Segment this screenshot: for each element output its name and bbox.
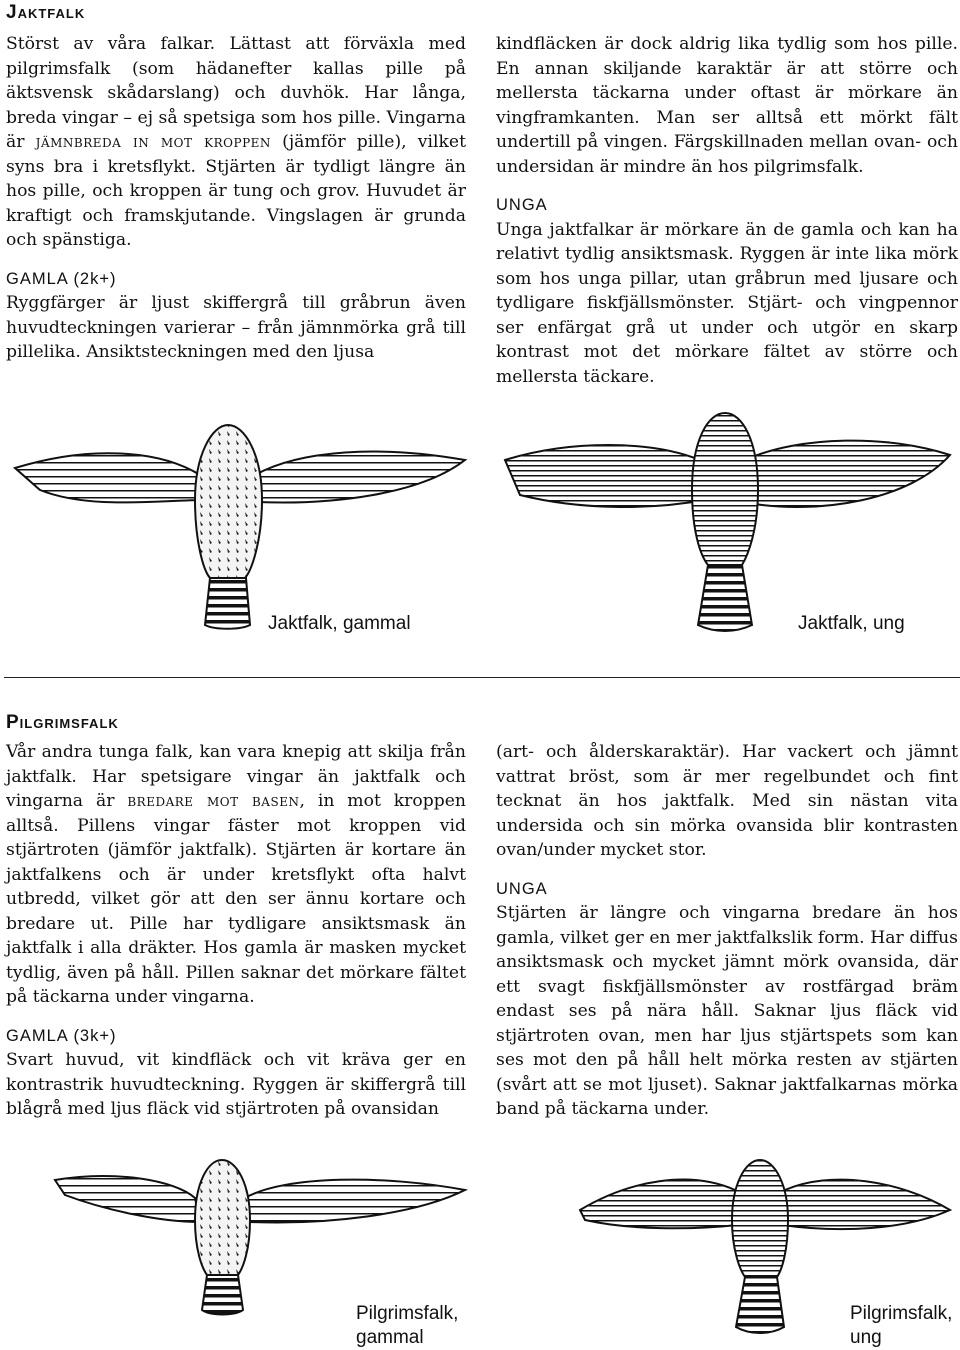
- jaktfalk-title: Jaktfalk: [6, 2, 86, 23]
- pilgrimsfalk-young-heading: UNGA: [496, 879, 548, 898]
- body: [195, 1160, 250, 1275]
- jaktfalk-old-heading: GAMLA (2k+): [6, 269, 117, 288]
- caption-jaktfalk-young: Jaktfalk, ung: [798, 613, 905, 634]
- jaktfalk-old-text-cont: kindfläcken är dock aldrig lika tydlig som hos pille. En annan skiljande karaktär är att större och mellersta täckarna under oftast är mörkare än vingframkanten. Man ser alltså ett mörkt fält undertill på vingen. Färgskillnaden mellan ovan- och undersidan är mindre än hos pilgrimsfalk.: [496, 34, 958, 177]
- caption-pilgrimsfalk-young: Pilgrimsfalk, ung: [850, 1303, 953, 1348]
- caption-jaktfalk-old: Jaktfalk, gammal: [268, 613, 411, 634]
- tail: [698, 565, 752, 631]
- jaktfalk-old-illustration: [0, 420, 480, 640]
- pilgrimsfalk-column-1: [6, 740, 466, 1122]
- pilgrimsfalk-young-text: Stjärten är längre och vingarna bredare än hos gamla, vilket ger en mer jaktfalkslik form. Har diffus ansiktsmask och mycket jämnt mörk ovansida, där ett svagt fiskfjällsmönster av rostfärgad bräm endast ses på nära håll. Saknar ljus fläck vid stjärtroten ovan, men har ljus stjärtspets som kan ses mot den på håll helt mörka resten av stjärten (svårt att se mot ljuset). Saknar jaktfalkarnas mörka band på täckarna under.: [496, 903, 958, 1119]
- pilgrimsfalk-old-text-cont: (art- och ålderskaraktär). Har vackert och jämnt vattrat bröst, som är mer regelbundet och fint tecknat än hos jaktfalk. Med sin nästan vita undersida och sin mörka ovansida blir kontrasten ovan/under mycket stor.: [496, 742, 958, 860]
- left-wing: [580, 1180, 738, 1229]
- left-wing: [55, 1176, 200, 1222]
- caption-pilgrimsfalk-old: Pilgrimsfalk, gammal: [356, 1303, 459, 1348]
- jaktfalk-column-1: [6, 32, 466, 365]
- tail: [736, 1277, 784, 1333]
- jaktfalk-young-text: Unga jaktfalkar är mörkare än de gamla och kan ha relativt tydlig ansiktsmask. Ryggen är inte lika mörk som hos unga pillar, utan gråbrun med ljusare och tydligare fiskfjällsmönster. Stjärt- och vingpennor ser enfärgat grå ut under och utgör en skarp kontrast mot det mörkare fältet av större och mellersta täckare.: [496, 219, 958, 387]
- emphasis-text: jämnbreda in mot kroppen: [35, 132, 271, 152]
- body: [692, 413, 758, 565]
- pilgrimsfalk-title: Pilgrimsfalk: [6, 712, 119, 733]
- right-wing: [255, 452, 465, 503]
- tail: [205, 578, 250, 629]
- jaktfalk-intro: Störst av våra falkar. Lättast att förväxla med pilgrimsfalk (som hädanefter kallas pille på äktsvensk skådarslang) och duvhök. Har långa, breda vingar – ej så spetsiga som hos pille. Vingarna är jämnbreda in mot kroppen (jämför pille), vilket syns bra i kretsflykt. Stjärten är tydligt längre än hos pille, och kroppen är tung och grov. Huvudet är kraftigt och framskjutande. Vingslagen är grunda och spänstiga.: [6, 34, 466, 250]
- body: [732, 1160, 788, 1277]
- jaktfalk-column-2: [496, 32, 958, 389]
- jaktfalk-young-illustration: [490, 405, 960, 635]
- pilgrimsfalk-column-2: [496, 740, 958, 1122]
- jaktfalk-young-heading: UNGA: [496, 196, 548, 214]
- left-wing: [15, 453, 205, 502]
- pilgrimsfalk-old-heading: GAMLA (3k+): [6, 1026, 117, 1045]
- section-divider: [4, 677, 960, 678]
- emphasis-text: bredare mot basen: [127, 791, 300, 811]
- pilgrimsfalk-intro: Vår andra tunga falk, kan vara knepig att skilja från jaktfalk. Har spetsigare vingar än jaktfalk och vingarna är bredare mot basen, in mot kroppen alltså. Pillens vingar fäster mot kroppen vid stjärtroten (jämför jaktfalk). Stjärten är kortare än jaktfalkens och är under kretsflykt ofta halvt utbredd, vilket gör att den ser ännu kortare och bredare ut. Pille har tydligare ansiktsmask än jaktfalk i alla dräkter. Hos gamla är masken mycket tydlig, även på håll. Pillen saknar det mörkare fältet på täckarna under vingarna.: [6, 742, 466, 1007]
- tail: [202, 1275, 243, 1315]
- jaktfalk-old-text: Ryggfärger är ljust skiffergrå till gråbrun även huvudteckningen varierar – från jämnmörka grå till pillelika. Ansiktsteckningen med den ljusa: [6, 293, 466, 362]
- right-wing: [782, 1180, 950, 1230]
- right-wing: [745, 441, 950, 507]
- right-wing: [245, 1180, 465, 1223]
- pilgrimsfalk-old-text: Svart huvud, vit kindfläck och vit kräva ger en kontrastrik huvudteckning. Ryggen är skiffergrå till blågrå med ljus fläck vid stjärtroten på ovansidan: [6, 1050, 466, 1119]
- left-wing: [505, 445, 705, 507]
- body: [195, 425, 262, 578]
